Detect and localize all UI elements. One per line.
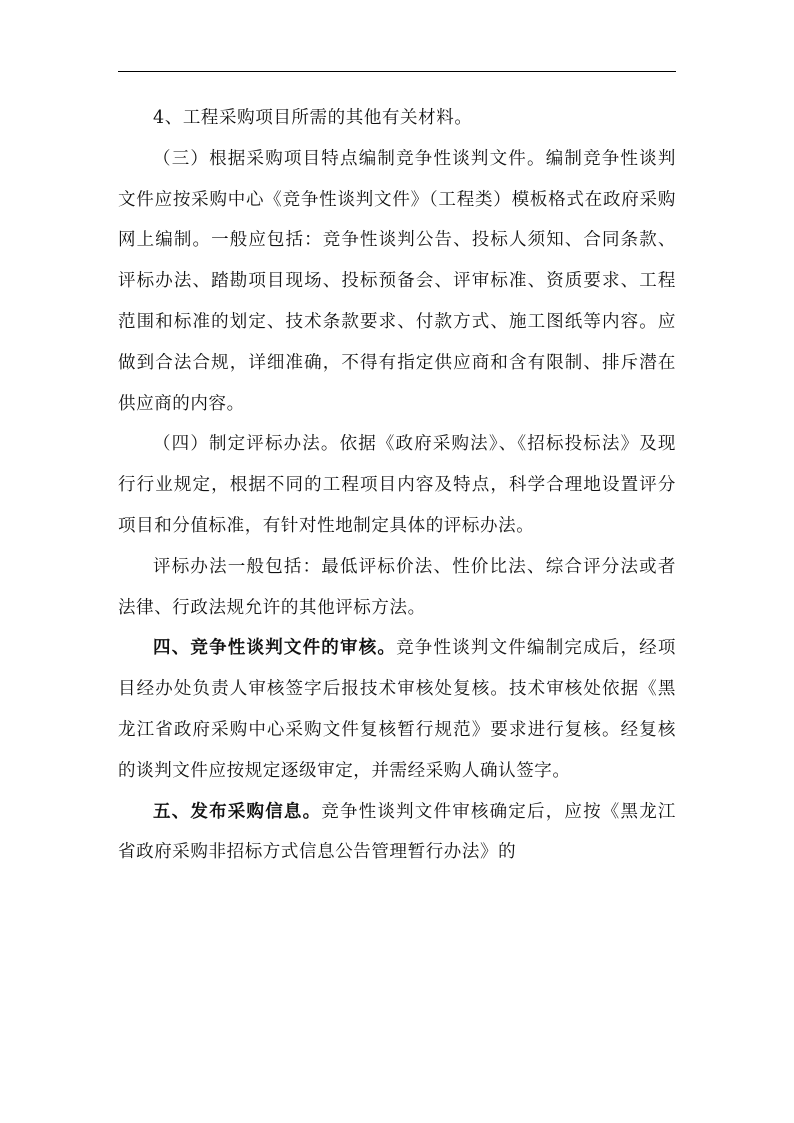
paragraph-text: 竞争性谈判文件编制完成后，经项目经办处负责人审核签字后报技术审核处复核。技术审核处依据《黑龙江省政府采购中心采购文件复核暂行规范》要求进行复核。经复核的谈判文件应按规定逐级审定，并需经采购人确认签字。 [118,638,676,781]
paragraph-text: 4、工程采购项目所需的其他有关材料。 [153,108,473,128]
paragraph-text: （四）制定评标办法。依据《政府采购法》、《招标投标法》及现行行业规定，根据不同的工程项目内容及特点，科学合理地设置评分项目和分值标准，有针对性地制定具体的评标办法。 [118,434,676,536]
header-rule [118,71,676,72]
paragraph-evaluation-types [118,547,676,629]
paragraph-lead-heading: 四、竞争性谈判文件的审核。 [153,638,397,659]
paragraph-negotiation-documents [118,139,676,425]
paragraph-evaluation-method [118,424,676,546]
paragraph-text: 评标办法一般包括：最低评标价法、性价比法、综合评分法或者法律、行政法规允许的其他评标方法。 [118,556,676,618]
paragraph-publish-info [118,792,676,874]
paragraph-text: （三）根据采购项目特点编制竞争性谈判文件。编制竞争性谈判文件应按采购中心《竞争性谈判文件》（工程类）模板格式在政府采购网上编制。一般应包括：竞争性谈判公告、投标人须知、合同条款、评标办法、踏勘项目现场、投标预备会、评审标准、资质要求、工程范围和标准的划定、技术条款要求、付款方式、施工图纸等内容。应做到合法合规，详细准确，不得有指定供应商和含有限制、排斥潜在供应商的内容。 [118,148,676,414]
paragraph-text: 竞争性谈判文件审核确定后，应按《黑龙江省政府采购非招标方式信息公告管理暂行办法》的 [118,801,676,863]
paragraph-document-review [118,628,676,791]
paragraph-lead-heading: 五、发布采购信息。 [153,801,322,822]
paragraph-materials [118,98,676,139]
document-body [118,98,676,873]
